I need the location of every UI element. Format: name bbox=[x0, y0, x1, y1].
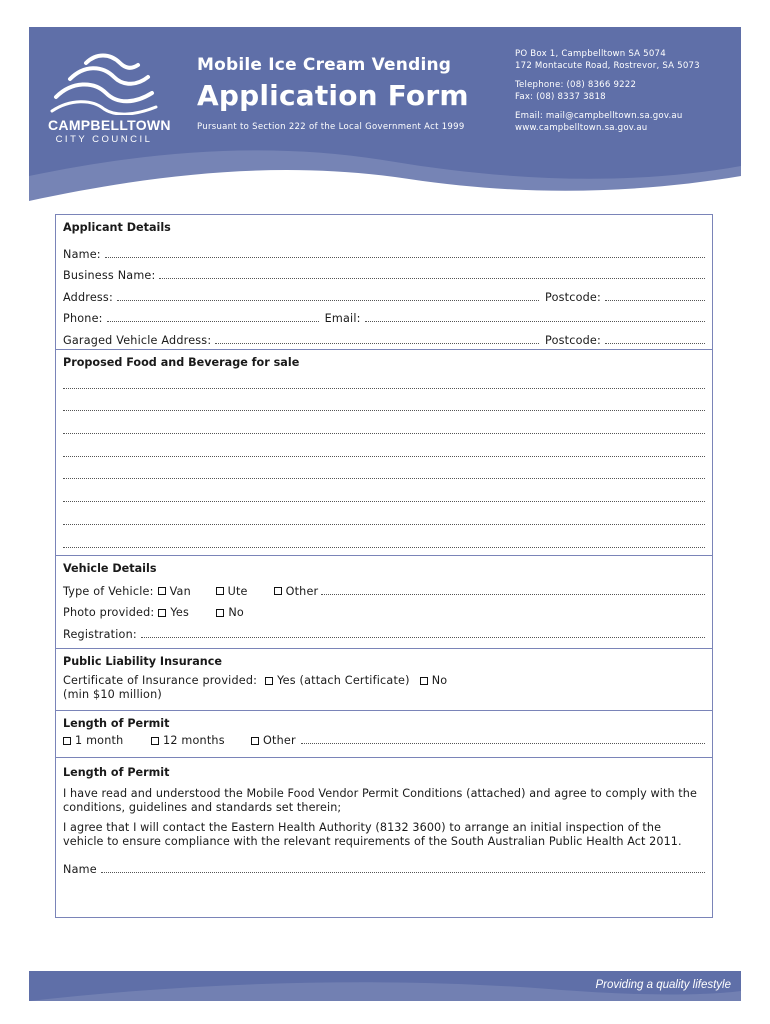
business-name-field[interactable] bbox=[159, 277, 705, 279]
name-row bbox=[63, 242, 705, 264]
other-vehicle-field[interactable] bbox=[321, 593, 705, 595]
section-vehicle-details bbox=[56, 556, 712, 649]
permit-12-months-checkbox[interactable]: 12 months bbox=[151, 734, 251, 747]
address-row bbox=[63, 285, 705, 307]
email-label: Email: bbox=[324, 312, 361, 326]
food-line[interactable] bbox=[63, 414, 705, 437]
address-field[interactable] bbox=[117, 299, 539, 301]
postcode2-field[interactable] bbox=[605, 342, 705, 344]
email-field[interactable] bbox=[365, 320, 705, 322]
vehicle-type-row bbox=[63, 579, 705, 601]
checkbox-icon bbox=[158, 587, 166, 595]
garaged-address-label: Garaged Vehicle Address: bbox=[63, 333, 212, 347]
name-field[interactable] bbox=[105, 256, 705, 258]
form-title-large: Application Form bbox=[197, 79, 469, 112]
postcode2-label: Postcode: bbox=[545, 333, 601, 347]
council-logo bbox=[48, 49, 171, 169]
declaration-paragraph-1: I have read and understood the Mobile Food Vendor Permit Conditions (attached) and agree to comply with the conditions, guidelines and standards set therein; bbox=[63, 787, 697, 814]
declaration-name-row bbox=[63, 857, 705, 879]
section-declaration bbox=[56, 758, 712, 916]
checkbox-icon bbox=[251, 737, 259, 745]
insurance-yes-checkbox[interactable]: Yes (attach Certificate) bbox=[265, 674, 410, 687]
food-line[interactable] bbox=[63, 392, 705, 415]
permit-options-row bbox=[63, 733, 705, 750]
section-title: Public Liability Insurance bbox=[63, 655, 222, 668]
section-applicant-details bbox=[56, 215, 712, 350]
garaged-address-row bbox=[63, 328, 705, 350]
declaration-name-label: Name bbox=[63, 862, 97, 876]
contact-street: 172 Montacute Road, Rostrevor, SA 5073 bbox=[515, 60, 700, 71]
waves-logo-icon bbox=[48, 49, 160, 115]
permit-1-month-checkbox[interactable]: 1 month bbox=[63, 734, 151, 747]
insurance-no-checkbox[interactable]: No bbox=[420, 674, 448, 687]
checkbox-icon bbox=[158, 609, 166, 617]
checkbox-icon bbox=[420, 677, 428, 685]
van-checkbox[interactable]: Van bbox=[158, 585, 216, 598]
name-label: Name: bbox=[63, 247, 101, 261]
postcode-field[interactable] bbox=[605, 299, 705, 301]
permit-other-field[interactable] bbox=[301, 742, 705, 744]
insurance-cert-label: Certificate of Insurance provided: bbox=[63, 674, 258, 687]
registration-label: Registration: bbox=[63, 627, 137, 641]
phone-email-row bbox=[63, 307, 705, 329]
contact-block bbox=[515, 49, 700, 134]
other-vehicle-checkbox[interactable]: Other bbox=[274, 585, 319, 598]
checkbox-icon bbox=[151, 737, 159, 745]
registration-row bbox=[63, 622, 705, 644]
application-form bbox=[55, 214, 713, 918]
section-title: Proposed Food and Beverage for sale bbox=[63, 356, 300, 369]
photo-yes-checkbox[interactable]: Yes bbox=[158, 606, 216, 619]
photo-row bbox=[63, 601, 705, 623]
section-title: Length of Permit bbox=[63, 717, 170, 730]
registration-field[interactable] bbox=[141, 636, 705, 638]
food-line[interactable] bbox=[63, 369, 705, 392]
checkbox-icon bbox=[63, 737, 71, 745]
ute-checkbox[interactable]: Ute bbox=[216, 585, 274, 598]
contact-web[interactable]: www.campbelltown.sa.gov.au bbox=[515, 122, 648, 133]
contact-po-box: PO Box 1, Campbelltown SA 5074 bbox=[515, 49, 666, 59]
phone-label: Phone: bbox=[63, 312, 103, 326]
photo-no-checkbox[interactable]: No bbox=[216, 606, 244, 619]
section-title: Vehicle Details bbox=[63, 562, 157, 575]
form-subtitle: Pursuant to Section 222 of the Local Government Act 1999 bbox=[197, 122, 465, 132]
declaration-paragraph-2: I agree that I will contact the Eastern Health Authority (8132 3600) to arrange an initial inspection of the vehicle to ensure compliance with the relevant requirements of the South Australian Public Health Act 2011. bbox=[63, 821, 682, 848]
food-line[interactable] bbox=[63, 528, 705, 551]
checkbox-icon bbox=[216, 609, 224, 617]
section-title: Length of Permit bbox=[63, 766, 170, 779]
footer-banner bbox=[29, 971, 741, 1001]
phone-field[interactable] bbox=[107, 320, 319, 322]
photo-label: Photo provided: bbox=[63, 606, 155, 620]
food-line[interactable] bbox=[63, 437, 705, 460]
header-banner bbox=[29, 27, 741, 201]
insurance-minimum-note: (min $10 million) bbox=[63, 688, 162, 701]
declaration-name-field[interactable] bbox=[101, 871, 705, 873]
footer-slogan: Providing a quality lifestyle bbox=[595, 979, 731, 991]
vehicle-type-label: Type of Vehicle: bbox=[63, 584, 154, 598]
garaged-address-field[interactable] bbox=[215, 342, 539, 344]
section-length-of-permit bbox=[56, 711, 712, 758]
food-line[interactable] bbox=[63, 505, 705, 528]
section-title: Applicant Details bbox=[63, 221, 171, 234]
permit-other-checkbox[interactable]: Other bbox=[251, 734, 296, 747]
section-public-liability bbox=[56, 649, 712, 711]
insurance-cert-row bbox=[63, 674, 705, 687]
checkbox-icon bbox=[274, 587, 282, 595]
header-titles bbox=[197, 55, 469, 132]
food-line[interactable] bbox=[63, 482, 705, 505]
contact-telephone: Telephone: (08) 8366 9222 bbox=[515, 80, 637, 90]
contact-fax: Fax: (08) 8337 3818 bbox=[515, 91, 606, 102]
checkbox-icon bbox=[216, 587, 224, 595]
contact-email[interactable]: Email: mail@campbelltown.sa.gov.au bbox=[515, 111, 683, 121]
address-label: Address: bbox=[63, 290, 113, 304]
logo-line2: CITY COUNCIL bbox=[55, 134, 153, 145]
section-proposed-food bbox=[56, 350, 712, 556]
business-name-row bbox=[63, 264, 705, 286]
logo-line1: CAMPBELLTOWN bbox=[48, 117, 171, 133]
business-name-label: Business Name: bbox=[63, 269, 156, 283]
postcode-label: Postcode: bbox=[545, 290, 601, 304]
food-line[interactable] bbox=[63, 460, 705, 483]
form-title-small: Mobile Ice Cream Vending bbox=[197, 55, 452, 75]
checkbox-icon bbox=[265, 677, 273, 685]
